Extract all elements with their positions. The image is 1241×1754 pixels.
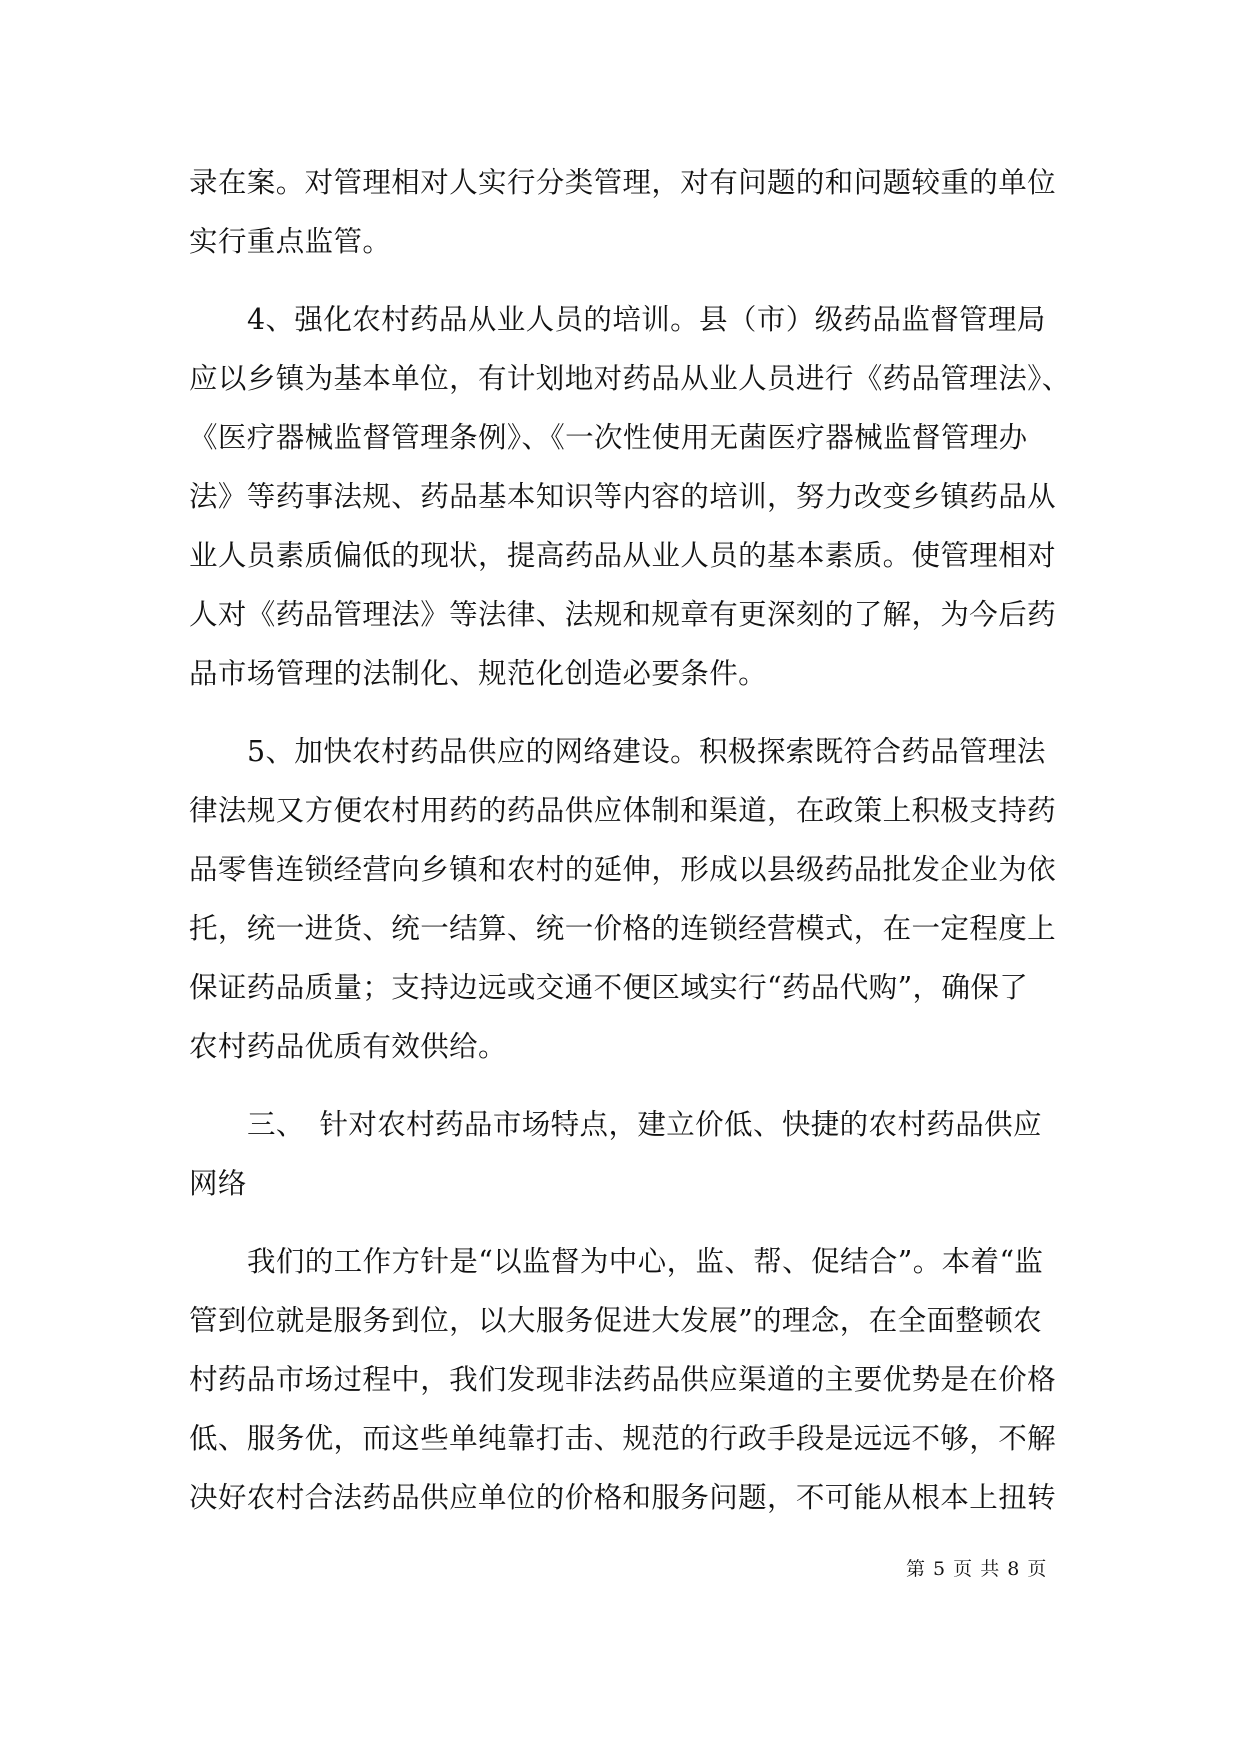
text-line: 管到位就是服务到位，以大服务促进大发展”的理念，在全面整顿农 — [189, 1304, 1043, 1337]
paragraph-gap — [189, 1213, 1069, 1232]
text-line: 品零售连锁经营向乡镇和农村的延伸，形成以县级药品批发企业为依 — [189, 853, 1057, 886]
text-line: 品市场管理的法制化、规范化创造必要条件。 — [189, 657, 768, 690]
text-line: 决好农村合法药品供应单位的价格和服务问题，不可能从根本上扭转 — [189, 1481, 1057, 1514]
text-line: 《医疗器械监督管理条例》、《一次性使用无菌医疗器械监督管理办 — [189, 421, 1028, 454]
text-line: 5、加快农村药品供应的网络建设。积极探索既符合药品管理法 — [247, 735, 1046, 768]
text-line: 录在案。对管理相对人实行分类管理，对有问题的和问题较重的单位 — [189, 166, 1057, 199]
text-line: 三、 针对农村药品市场特点，建立价低、快捷的农村药品供应 — [247, 1108, 1042, 1141]
text-line: 低、服务优，而这些单纯靠打击、规范的行政手段是远远不够，不解 — [189, 1422, 1057, 1455]
text-line: 托，统一进货、统一结算、统一价格的连锁经营模式，在一定程度上 — [189, 912, 1057, 945]
paragraph-gap — [189, 271, 1069, 290]
text-line: 我们的工作方针是“以监督为中心，监、帮、促结合”。本着“监 — [247, 1245, 1044, 1278]
text-line: 业人员素质偏低的现状，提高药品从业人员的基本素质。使管理相对 — [189, 539, 1057, 572]
text-line: 法》等药事法规、药品基本知识等内容的培训，努力改变乡镇药品从 — [189, 480, 1057, 513]
document-body — [189, 153, 1069, 1527]
text-line: 村药品市场过程中，我们发现非法药品供应渠道的主要优势是在价格 — [189, 1363, 1057, 1396]
text-line: 人对《药品管理法》等法律、法规和规章有更深刻的了解，为今后药 — [189, 598, 1057, 631]
text-line: 农村药品优质有效供给。 — [189, 1030, 507, 1063]
text-line: 律法规又方便农村用药的药品供应体制和渠道，在政策上积极支持药 — [189, 794, 1057, 827]
text-line: 实行重点监管。 — [189, 225, 392, 258]
text-line: 保证药品质量；支持边远或交通不便区域实行“药品代购”，确保了 — [189, 971, 1029, 1004]
text-line: 网络 — [189, 1167, 247, 1200]
page-footer: 第 5 页 共 8 页 — [906, 1558, 1048, 1580]
text-line: 应以乡镇为基本单位，有计划地对药品从业人员进行《药品管理法》、 — [189, 362, 1071, 395]
paragraph-gap — [189, 703, 1069, 722]
paragraph-gap — [189, 1076, 1069, 1095]
text-line: 4、强化农村药品从业人员的培训。县（市）级药品监督管理局 — [247, 303, 1046, 336]
